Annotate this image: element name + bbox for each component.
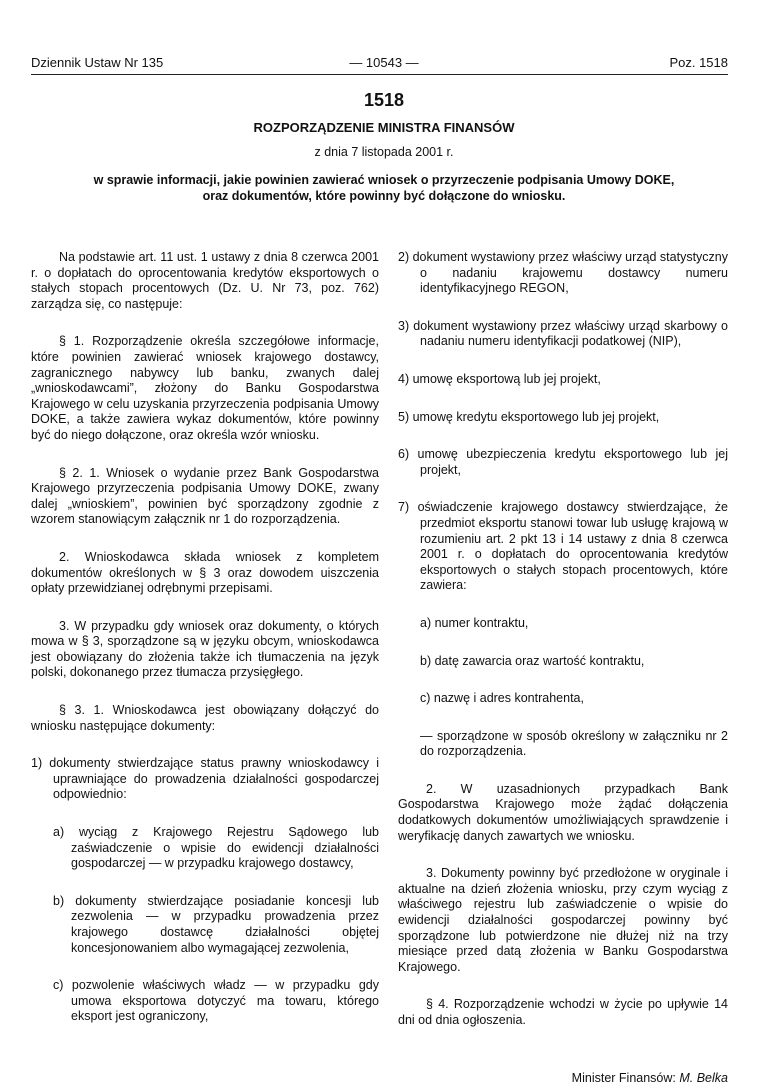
preamble: Na podstawie art. 11 ust. 1 ustawy z dnia 8 czerwca 2001 r. o dopłatach do oprocentowania kredytów eksportowych o stałych stopach procentowych (Dz. U. Nr 73, poz. 762) zarządza się, co następuje: (31, 250, 379, 311)
act-number: 1518 (363, 90, 405, 110)
list-item-7b: b) datę zawarcia oraz wartość kontraktu, (420, 653, 645, 668)
list-item-1a: a) wyciąg z Krajowego Rejestru Sądowego lub zaświadczenie o wpisie do ewidencji działalności gospodarczej — w przypadku krajowego dostawcy, (53, 825, 379, 871)
paragraph-1: § 1. Rozporządzenie określa szczegółowe informacje, które powinien zawierać wniosek krajowego dostawcy, zagranicznego nabywcy lub banku, zwanych dalej „wnioskodawcami”, złożony do Banku Gospodarstwa Krajowego w celu uzyskania przyrzeczenia podpisania Umowy DOKE, a także zawiera wykaz dokumentów, które powinny być do niego dołączone, oraz określa wzór wniosku. (31, 334, 379, 442)
list-item-7: 7) oświadczenie krajowego dostawcy stwierdzające, że przedmiot eksportu stanowi towar lub usługę krajową w rozumieniu art. 2 pkt 13 i 14 ustawy z dnia 8 czerwca 2001 r. o dopłatach do oprocentowania kredytów eksportowych o stałych stopach procentowych, które zawiera: (398, 500, 728, 593)
act-subject: w sprawie informacji, jakie powinien zawierać wniosek o przyrzeczenie podpisania Umowy DOKE, oraz dokumentów, które powinny być dołączone do wniosku. (93, 173, 675, 203)
list-item-5: 5) umowę kredytu eksportowego lub jej projekt, (398, 409, 660, 424)
signature-name: M. Belka (679, 1070, 728, 1085)
paragraph-3-1: § 3. 1. Wnioskodawca jest obowiązany dołączyć do wniosku następujące dokumenty: (31, 703, 379, 733)
act-date: z dnia 7 listopada 2001 r. (314, 145, 454, 159)
paragraph-3-3: 3. Dokumenty powinny być przedłożone w oryginale i aktualne na dzień złożenia wniosku, przy czym wyciąg z właściwego rejestru lub zaświadczenie o wpisie do ewidencji działalności gospodarczej powinny być sporządzone lub potwierdzone nie dłużej niż na trzy miesiące przed datą złożenia w Banku Gospodarstwa Krajowego. (398, 866, 728, 974)
paragraph-3-2: 2. W uzasadnionych przypadkach Bank Gospodarstwa Krajowego może żądać dołączenia dodatkowych dokumentów umożliwiających sprawdzenie i weryfikację danych zawartych we wniosku. (398, 781, 728, 843)
list-item-4: 4) umowę eksportową lub jej projekt, (398, 371, 601, 386)
list-item-3: 3) dokument wystawiony przez właściwy urząd skarbowy o nadaniu numeru identyfikacji podatkowej (NIP), (398, 318, 728, 349)
journal-name: Dziennik Ustaw Nr 135 (31, 55, 164, 70)
header-divider (31, 74, 728, 75)
position-number: Poz. 1518 (669, 55, 728, 70)
attachment-note: — sporządzone w sposób określony w załączniku nr 2 do rozporządzenia. (420, 728, 728, 759)
signature (398, 1071, 728, 1086)
right-column (398, 250, 728, 1086)
paragraph-4: § 4. Rozporządzenie wchodzi w życie po upływie 14 dni od dnia ogłoszenia. (398, 997, 728, 1027)
left-column (31, 250, 379, 1047)
list-item-6: 6) umowę ubezpieczenia kredytu eksportowego lub jej projekt, (398, 447, 728, 477)
paragraph-2-2: 2. Wnioskodawca składa wniosek z kompletem dokumentów określonych w § 3 oraz dowodem uiszczenia opłaty przewidzianej odrębnymi przepisami. (31, 549, 379, 596)
list-item-1c: c) pozwolenie właściwych władz — w przypadku gdy umowa eksportowa dotyczyć ma towaru, którego eksport jest ograniczony, (53, 978, 379, 1024)
paragraph-2-1: § 2. 1. Wniosek o wydanie przez Bank Gospodarstwa Krajowego przyrzeczenia podpisania Umowy DOKE, zwany dalej „wnioskiem”, powinien być sporządzony zgodnie z wzorem stanowiącym załącznik nr 1 do rozporządzenia. (31, 465, 379, 527)
list-item-1b: b) dokumenty stwierdzające posiadanie koncesji lub zezwolenia — w przypadku prowadzenia przez krajowego dostawcę działalności objętej koncesjonowaniem albo wymagającej zezwolenia, (53, 893, 379, 955)
act-title: ROZPORZĄDZENIE MINISTRA FINANSÓW (253, 120, 515, 135)
list-item-2: 2) dokument wystawiony przez właściwy urząd statystyczny o nadaniu krajowemu dostawcy numeru identyfikacyjnego REGON, (398, 250, 728, 296)
page-number: — 10543 — (349, 55, 419, 70)
list-item-1: 1) dokumenty stwierdzające status prawny wnioskodawcy i uprawniające do prowadzenia działalności gospodarczej odpowiednio: (31, 756, 379, 802)
paragraph-2-3: 3. W przypadku gdy wniosek oraz dokumenty, o których mowa w § 3, sporządzone są w języku obcym, wnioskodawca jest obowiązany do złożenia także ich tłumaczenia na język polski, dokonanego przez tłumacza przysięgłego. (31, 618, 379, 680)
signature-label: Minister Finansów: (571, 1070, 680, 1085)
list-item-7a: a) numer kontraktu, (420, 615, 529, 630)
list-item-7c: c) nazwę i adres kontrahenta, (420, 691, 584, 706)
